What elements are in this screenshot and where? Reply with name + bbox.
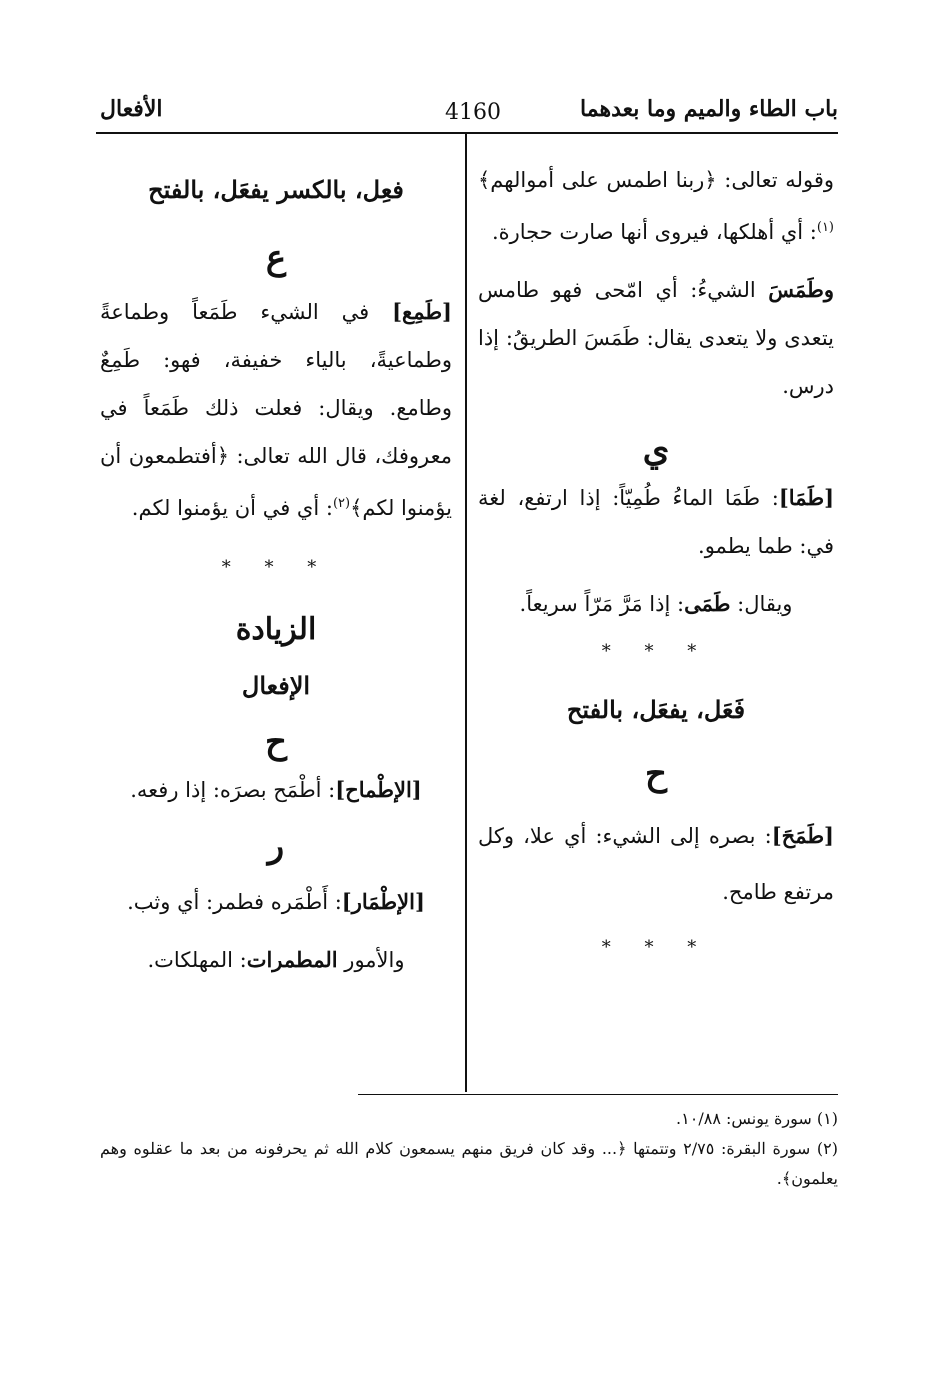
page-number: 4160: [445, 100, 501, 125]
section-heading: فَعَل، يفعَل، بالفتح: [566, 695, 746, 724]
section-letter-ha: ح: [645, 754, 667, 794]
right-column: [478, 156, 834, 972]
running-header-left: الأفعال: [100, 96, 163, 122]
entry-word: طَمَى: [684, 591, 731, 616]
entry-word: [الإطْماح]: [335, 777, 422, 802]
footnote-1: (١) سورة يونس: ١٠/٨٨.: [676, 1109, 838, 1128]
section-letter-ya: ي: [642, 430, 670, 470]
header-rule: [96, 132, 838, 134]
paragraph-tamas-verse: وقوله تعالى: ﴿ربنا اطمس على أموالهم﴾$^{(١)}$: أي أهلكها، فيروى أنها صارت حجارة.: [478, 168, 834, 244]
footnote-rule: [358, 1094, 838, 1095]
footnote-2: (٢) سورة البقرة: ٢/٧٥ وتتمتها ﴿... وقد كان فريق منهم يسمعون كلام الله ثم يحرفونه من بعد ما عقلوه وهم يعلمون﴾.: [100, 1139, 839, 1188]
section-divider-stars: * * *: [221, 557, 331, 578]
section-heading: فعِل، بالكسر يفعَل، بالفتح: [148, 175, 404, 204]
paragraph-tamia: [طَمِع] في الشيء طَمَعاً وطماعةً وطماعيةً، بالياء خفيفة، فهو: طَمِعٌ وطامع. ويقال: فعلت ذلك طَمَعاً في معروفك، قال الله تعالى: ﴿أفتطمعون أن يؤمنوا لكم﴾$^{(٢)}$: أي في أن يؤمنوا لكم.: [100, 299, 452, 520]
entry-word: المطمرات: [246, 947, 338, 972]
paragraph-mutmirat: والأمور المطمرات: المهلكات.: [147, 947, 405, 972]
paragraph-tamas: وطَمَسَ الشيءُ: أي امّحى فهو طامس يتعدى ولا يتعدى يقال: طَمَسَ الطريقُ: إذا درس.: [478, 277, 834, 398]
entry-word: [طَمَا]: [778, 485, 834, 510]
paragraph-itmar: [الإطْمَار]: أَطْمَره فطمر: أي وثب.: [127, 889, 425, 914]
entry-word: [طَمَحَ]: [771, 823, 834, 848]
paragraph-tama: [طَمَا]: طَمَا الماءُ طُمِيّاً: إذا ارتفع، لغة في: طما يطمو.: [478, 485, 834, 558]
section-divider-stars: * * *: [601, 937, 711, 958]
entry-word: وطَمَسَ: [768, 277, 834, 302]
column-divider: [465, 134, 467, 1092]
entry-word: [الإطْمَار]: [341, 889, 425, 914]
paragraph-itmah: [الإطْماح]: أطْمَح بصرَه: إذا رفعه.: [130, 777, 422, 802]
section-subtitle-ifal: الإفعال: [241, 671, 311, 700]
section-letter-ra: ر: [267, 826, 285, 866]
section-letter-ha: ح: [265, 722, 287, 762]
paragraph-tamy: ويقال: طَمَى: إذا مَرَّ مَرّاً سريعاً.: [519, 591, 793, 616]
section-divider-stars: * * *: [601, 641, 711, 662]
footnote-ref-2: (٢): [332, 496, 351, 511]
entry-word: [طَمِع]: [392, 299, 452, 324]
section-letter-ain: ع: [265, 238, 287, 278]
footnotes: [100, 1104, 838, 1194]
section-title-ziyada: الزيادة: [235, 612, 317, 647]
running-header-right: باب الطاء والميم وما بعدهما: [580, 96, 838, 122]
footnote-ref-1: (١): [816, 220, 834, 235]
paragraph-tamah: [طَمَحَ]: بصره إلى الشيء: أي علا، وكل مرتفع طامح.: [478, 823, 834, 904]
left-column: [100, 166, 452, 984]
